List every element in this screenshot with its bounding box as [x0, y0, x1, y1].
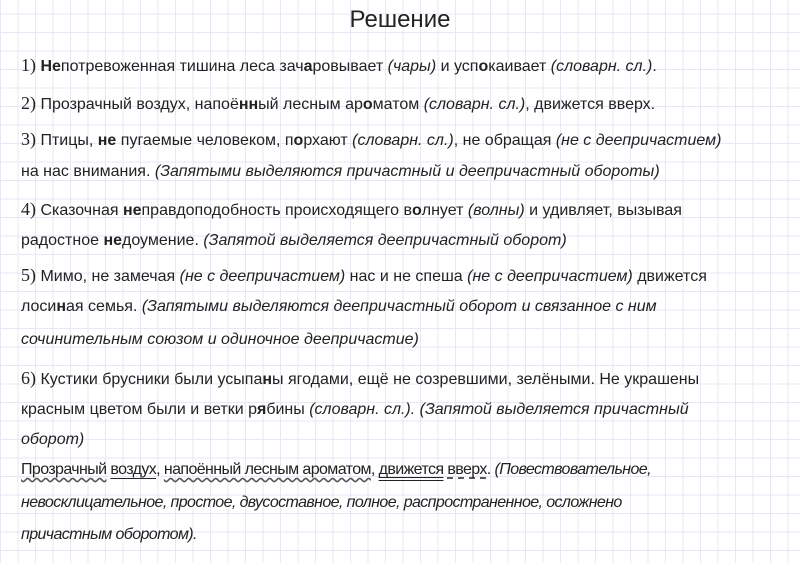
annotation-text: (волны)	[467, 202, 525, 219]
highlighted-letter: н	[56, 298, 67, 315]
text-segment: рхают	[303, 132, 353, 149]
text-segment: лоси	[21, 298, 57, 315]
text-line	[21, 460, 651, 480]
item-number: 2)	[21, 93, 36, 113]
text-segment: потревоженная тишина леса зач	[60, 58, 304, 75]
text-segment: .	[652, 58, 657, 75]
item-number: 3)	[21, 129, 36, 149]
text-segment: Кустики брусники были усыпа	[36, 371, 263, 388]
annotation-text: оборот)	[21, 431, 85, 448]
annotation-text: (Запятыми выделяются причастный и деепричастный обороты)	[154, 163, 660, 180]
item-number: 6)	[21, 368, 36, 388]
page-title: Решение	[349, 6, 451, 33]
text-segment: доумение.	[122, 232, 204, 249]
text-segment: и удивляет, вызывая	[524, 202, 682, 219]
item-number: 1)	[21, 55, 36, 75]
text-segment: движется	[632, 268, 707, 285]
highlighted-letter: Не	[40, 58, 61, 75]
parsed-word: вверх	[447, 461, 487, 478]
highlighted-letter: н	[262, 371, 273, 388]
item-number: 5)	[21, 265, 36, 285]
annotation-text: (чары)	[387, 58, 437, 75]
text-line	[21, 330, 419, 350]
text-segment: матом	[372, 96, 424, 113]
text-segment: , движется вверх.	[525, 96, 656, 113]
text-segment: каивает	[488, 58, 551, 75]
annotation-text: (не с деепричастием)	[179, 268, 346, 285]
highlighted-letter: о	[293, 132, 304, 149]
text-line	[21, 493, 622, 513]
text-line	[21, 368, 699, 390]
highlighted-letter: о	[411, 202, 422, 219]
text-segment: красным цветом были и ветки р	[21, 401, 257, 418]
text-segment: ,	[370, 461, 379, 478]
text-segment: лнует	[421, 202, 468, 219]
text-segment: , не обращая	[453, 132, 556, 149]
text-line	[21, 297, 657, 317]
parsed-word: воздух	[110, 461, 157, 478]
text-segment: ый лесным ар	[258, 96, 363, 113]
text-segment: ровывает	[312, 58, 388, 75]
parsed-word: напоённый лесным ароматом	[163, 461, 371, 478]
annotation-text: (словарн. сл.). (Запятой выделяется причастный	[309, 401, 689, 418]
text-segment: ая семья.	[66, 298, 142, 315]
text-segment: на нас внимания.	[21, 163, 155, 180]
text-segment: Мимо, не замечая	[36, 268, 180, 285]
text-segment: бины	[266, 401, 310, 418]
highlighted-letter: не	[97, 132, 117, 149]
annotation-text: (словарн. сл.)	[423, 96, 526, 113]
text-segment: и усп	[436, 58, 479, 75]
text-segment: ,	[156, 461, 164, 478]
text-line	[21, 129, 721, 151]
text-segment: нас и не спеша	[345, 268, 468, 285]
text-segment: ы ягодами, ещё не созревшими, зелёными. Не украшены	[272, 371, 700, 388]
highlighted-letter: о	[362, 96, 373, 113]
annotation-text: невосклицательное, простое, двусоставное, полное, распространенное, осложнено	[21, 494, 622, 511]
parsed-word: Прозрачный	[21, 461, 107, 478]
text-segment: пугаемые человеком, п	[116, 132, 294, 149]
highlighted-letter: нн	[238, 96, 259, 113]
annotation-text: причастным оборотом).	[21, 526, 197, 543]
annotation-text: (не с деепричастием)	[467, 268, 633, 285]
text-line	[21, 199, 682, 221]
highlighted-letter: не	[103, 232, 122, 249]
text-line	[21, 93, 655, 115]
text-segment: радостное	[21, 232, 104, 249]
parsed-word: движется	[378, 461, 444, 478]
text-line	[21, 162, 660, 182]
annotation-text: сочинительным союзом и одиночное деепричастие)	[21, 331, 419, 348]
highlighted-letter: не	[122, 202, 142, 219]
text-line	[21, 265, 707, 287]
text-line	[21, 525, 197, 545]
text-line	[21, 231, 567, 251]
annotation-text: (Запятой выделяется деепричастный оборот)	[203, 232, 567, 249]
annotation-text: (словарн. сл.)	[352, 132, 454, 149]
text-segment: .	[486, 461, 495, 478]
annotation-text: (словарн. сл.)	[550, 58, 653, 75]
text-segment: Прозрачный воздух, напоё	[36, 96, 239, 113]
highlighted-letter: я	[256, 401, 267, 418]
annotation-text: (Запятыми выделяются деепричастный оборот и связанное с ним	[141, 298, 657, 315]
text-segment: правдоподобность происходящего в	[141, 202, 412, 219]
text-line	[21, 430, 84, 450]
highlighted-letter: а	[303, 58, 313, 75]
text-line	[21, 400, 689, 420]
text-segment: Птицы,	[36, 132, 98, 149]
text-segment: Сказочная	[36, 202, 123, 219]
highlighted-letter: о	[478, 58, 489, 75]
annotation-text: (Повествовательное,	[494, 461, 651, 478]
text-line	[21, 55, 657, 77]
item-number: 4)	[21, 199, 36, 219]
annotation-text: (не с деепричастием)	[555, 132, 722, 149]
